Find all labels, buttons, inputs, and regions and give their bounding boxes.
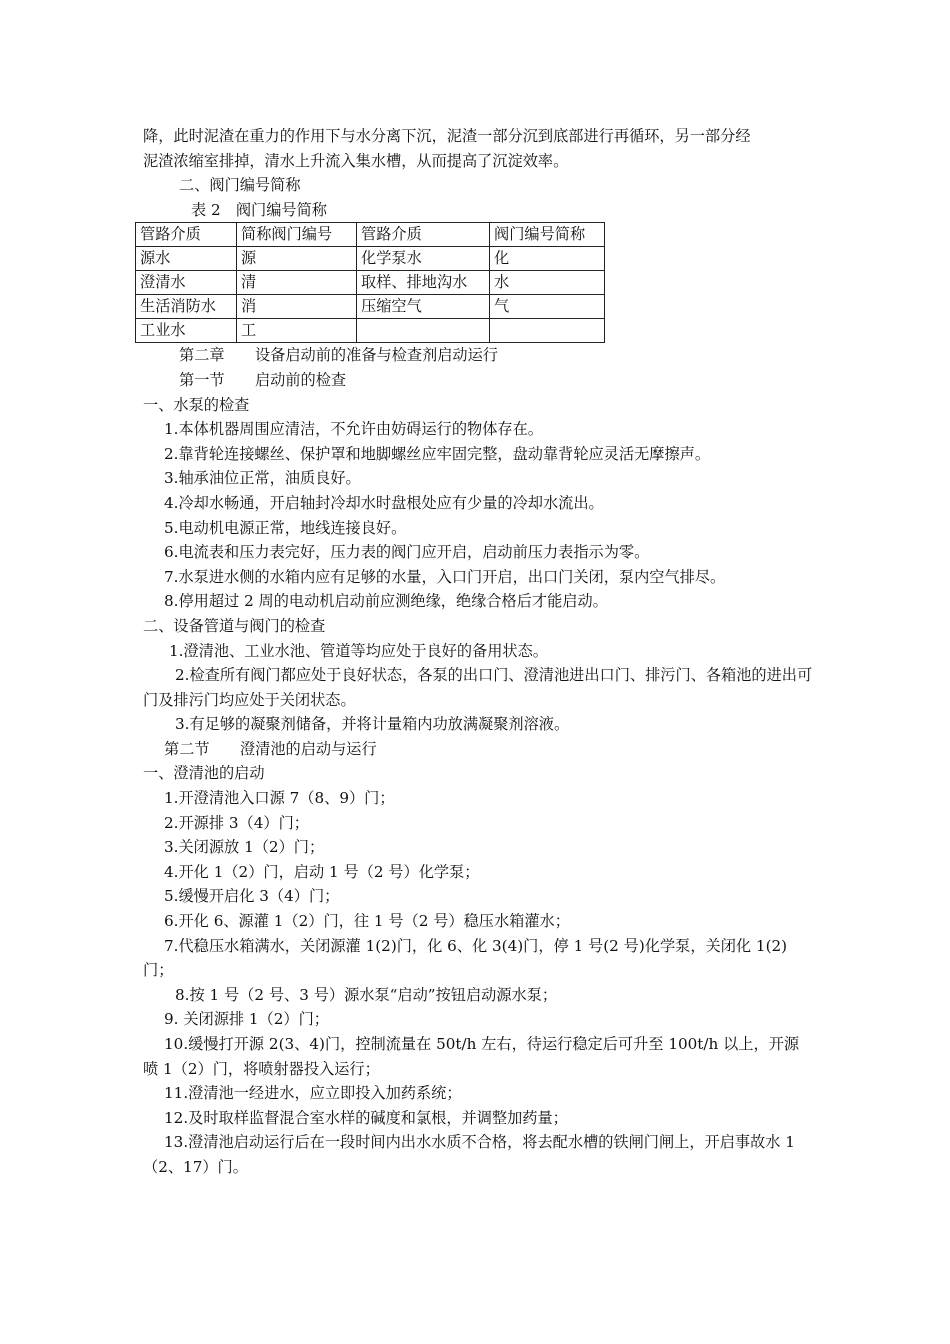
list-item: 8.按 1 号（2 号、3 号）源水泵“启动”按钮启动源水泵；: [175, 985, 558, 1004]
table-row: [136, 247, 605, 271]
list-item: 10.缓慢打开源 2(3、4)门，控制流量在 50t/h 左右，待运行稳定后可升至 100t/h 以上，开源喷 1（2）门，将喷射器投入运行；: [143, 1035, 800, 1078]
subsection-heading-pipe-check: 二、设备管道与阀门的检查: [143, 616, 326, 635]
table-header-cell: 阀门编号简称: [490, 223, 605, 247]
list-item: 2.检查所有阀门都应处于良好状态，各泵的出口门、澄清池进出口门、排污门、各箱池的进出可门及排污门均应处于关闭状态。: [143, 666, 813, 709]
table-cell: 生活消防水: [136, 295, 237, 319]
section-heading: 第一节 启动前的检查: [179, 370, 347, 389]
table-cell: 化学泵水: [357, 247, 490, 271]
subsection-heading-pump-check: 一、水泵的检查: [143, 395, 250, 414]
list-item: 6.开化 6、源灌 1（2）门，往 1 号（2 号）稳压水箱灌水；: [164, 912, 570, 931]
valve-abbreviation-table: [135, 222, 605, 343]
list-item: 2.开源排 3（4）门；: [164, 813, 309, 832]
chapter-heading: 第二章 设备启动前的准备与检查剂启动运行: [179, 346, 498, 365]
table-cell: 工: [237, 319, 357, 343]
intro-line-1: 降，此时泥渣在重力的作用下与水分离下沉，泥渣一部分沉到底部进行再循环，另一部分经: [143, 127, 751, 145]
intro-line-2: 泥渣浓缩室排掉，清水上升流入集水槽，从而提高了沉淀效率。: [143, 151, 569, 170]
list-item: 6.电流表和压力表完好，压力表的阀门应开启，启动前压力表指示为零。: [164, 543, 650, 562]
list-item: 8.停用超过 2 周的电动机启动前应测绝缘，绝缘合格后才能启动。: [164, 592, 608, 611]
table-header-cell: 管路介质: [357, 223, 490, 247]
list-item: 7.代稳压水箱满水，关闭源灌 1(2)门，化 6、化 3(4)门，停 1 号(2 号)化学泵，关闭化 1(2)门；: [143, 936, 788, 980]
list-item: 1.本体机器周围应清洁，不允许由妨碍运行的物体存在。: [164, 420, 543, 439]
list-item: 7.水泵进水侧的水箱内应有足够的水量，入口门开启，出口门关闭，泵内空气排尽。: [164, 567, 726, 586]
list-item: 4.冷却水畅通，开启轴封冷却水时盘根处应有少量的冷却水流出。: [164, 493, 604, 512]
table-caption: 表 2 阀门编号简称: [191, 200, 327, 219]
table-row: [136, 319, 605, 343]
table-row: [136, 271, 605, 295]
table-cell: 消: [237, 295, 357, 319]
section-heading: 第二节 澄清池的启动与运行: [164, 739, 377, 758]
table-cell: 源水: [136, 247, 237, 271]
table-header-row: [136, 223, 605, 247]
table-cell: [357, 319, 490, 343]
table-cell: 取样、排地沟水: [357, 271, 490, 295]
list-item: 3.关闭源放 1（2）门；: [164, 838, 325, 857]
list-item: 11.澄清池一经进水，应立即投入加药系统；: [164, 1084, 462, 1103]
table-cell: 源: [237, 247, 357, 271]
list-item: 1.开澄清池入口源 7（8、9）门；: [164, 789, 395, 808]
list-item: 3.有足够的凝聚剂储备，并将计量箱内功放满凝聚剂溶液。: [175, 715, 570, 734]
table-cell: 澄清水: [136, 271, 237, 295]
list-item: 3.轴承油位正常，油质良好。: [164, 469, 361, 488]
table-cell: 工业水: [136, 319, 237, 343]
list-item: 13.澄清池启动运行后在一段时间内出水水质不合格，将去配水槽的铁闸门闸上，开启事故水 1（2、17）门。: [143, 1133, 795, 1176]
list-item: 5.缓慢开启化 3（4）门；: [164, 887, 340, 906]
list-item: 12.及时取样监督混合室水样的碱度和氯根，并调整加药量；: [164, 1108, 568, 1127]
list-item: 2.靠背轮连接螺丝、保护罩和地脚螺丝应牢固完整，盘动靠背轮应灵活无摩擦声。: [164, 444, 711, 463]
table-cell: 气: [490, 295, 605, 319]
table-cell: [490, 319, 605, 343]
table-row: [136, 295, 605, 319]
list-item: 4.开化 1（2）门，启动 1 号（2 号）化学泵；: [164, 862, 480, 881]
table-cell: 化: [490, 247, 605, 271]
table-cell: 清: [237, 271, 357, 295]
table-cell: 水: [490, 271, 605, 295]
list-item: 1.澄清池、工业水池、管道等均应处于良好的备用状态。: [169, 641, 548, 660]
table-header-cell: 简称阀门编号: [237, 223, 357, 247]
section-heading-valve-abbrev: 二、阀门编号简称: [179, 176, 301, 195]
list-item: 9. 关闭源排 1（2）门；: [164, 1010, 329, 1029]
subsection-heading-startup: 一、澄清池的启动: [143, 764, 265, 783]
table-cell: 压缩空气: [357, 295, 490, 319]
list-item: 5.电动机电源正常，地线连接良好。: [164, 518, 407, 537]
document-body: [140, 124, 813, 1180]
table-header-cell: 管路介质: [136, 223, 237, 247]
